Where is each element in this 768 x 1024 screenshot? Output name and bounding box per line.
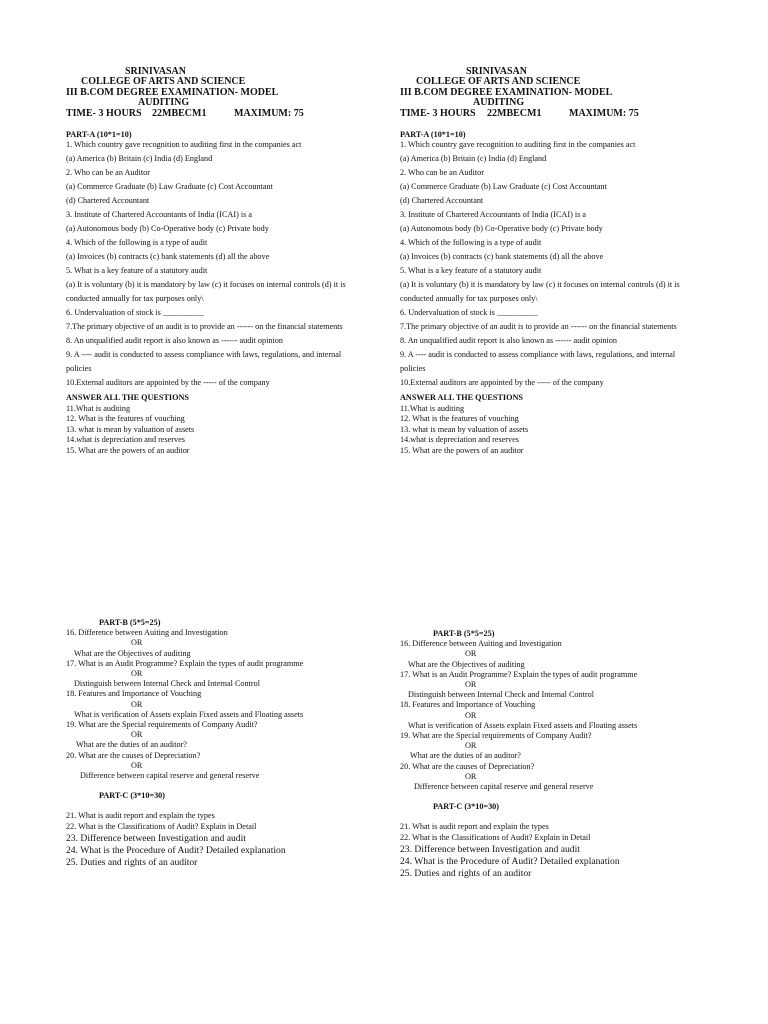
short-questions-title: ANSWER ALL THE QUESTIONS xyxy=(66,393,189,402)
exam-title: III B.COM DEGREE EXAMINATION- MODEL xyxy=(400,87,613,98)
question-line: 25. Duties and rights of an auditor xyxy=(400,868,532,879)
exam-time: TIME- 3 HOURS xyxy=(400,108,476,119)
question-line: 16. Difference between Auiting and Investigation xyxy=(400,639,562,649)
exam-time: TIME- 3 HOURS xyxy=(66,108,142,119)
question-line: conducted annually for tax purposes only\ xyxy=(400,294,538,303)
maximum-marks: MAXIMUM: 75 xyxy=(569,108,639,119)
question-line: 22. What is the Classifications of Audit? Explain in Detail xyxy=(400,833,591,842)
question-line: 3. Institute of Chartered Accountants of India (ICAI) is a xyxy=(400,210,586,219)
question-line: 9. A ---- audit is conducted to assess compliance with laws, regulations, and internal xyxy=(66,350,342,359)
question-line: (d) Chartered Accountant xyxy=(400,196,484,205)
question-line: policies xyxy=(66,364,92,373)
question-line: 2. Who can be an Auditor xyxy=(400,168,484,177)
question-line: 12. What is the features of vouching xyxy=(66,414,185,424)
maximum-marks: MAXIMUM: 75 xyxy=(234,108,304,119)
or-separator: OR xyxy=(465,680,477,689)
question-line: 14.what is depreciation and reserves xyxy=(400,435,519,445)
question-line: (a) Autonomous body (b) Co-Operative body (c) Private body xyxy=(66,224,269,233)
question-line: 1. Which country gave recognition to auditing first in the companies act xyxy=(66,140,302,149)
question-line: Distinguish between Internal Check and Internal Control xyxy=(74,679,260,689)
question-line: 7.The primary objective of an audit is to provide an ------ on the financial statements xyxy=(66,322,343,331)
question-line: 18. Features and Importance of Vouching xyxy=(400,700,536,710)
question-line: 19. What are the Special requirements of Company Audit? xyxy=(66,720,258,729)
question-line: What are the duties of an auditor? xyxy=(76,740,187,750)
question-line: policies xyxy=(400,364,426,373)
part-b-title: PART-B (5*5=25) xyxy=(99,618,161,627)
question-line: 13. what is mean by valuation of assets xyxy=(66,424,195,434)
question-line: 10.External auditors are appointed by the ----- of the company xyxy=(66,378,270,387)
college-name: COLLEGE OF ARTS AND SCIENCE xyxy=(81,76,246,87)
question-line: What are the duties of an auditor? xyxy=(410,751,521,761)
part-b-title: PART-B (5*5=25) xyxy=(433,629,495,638)
question-line: 20. What are the causes of Depreciation? xyxy=(400,761,535,771)
or-separator: OR xyxy=(131,699,143,709)
question-line: (a) Commerce Graduate (b) Law Graduate (c) Cost Accountant xyxy=(400,182,607,191)
institution-name: SRINIVASAN xyxy=(466,66,527,77)
question-line: 11.What is auditing xyxy=(400,403,465,413)
question-line: 5. What is a key feature of a statutory audit xyxy=(66,266,208,275)
question-line: What is verification of Assets explain Fixed assets and Floating assets xyxy=(408,720,638,730)
question-line: 20. What are the causes of Depreciation? xyxy=(66,750,201,760)
question-line: What are the Objectives of auditing xyxy=(408,659,525,669)
question-line: (d) Chartered Accountant xyxy=(66,196,150,205)
question-line: conducted annually for tax purposes only\ xyxy=(66,294,204,303)
question-line: (a) It is voluntary (b) it is mandatory by law (c) it focuses on internal controls (d) it is xyxy=(66,280,346,289)
question-line: 7.The primary objective of an audit is to provide an ------ on the financial statements xyxy=(400,322,677,331)
question-line: 25. Duties and rights of an auditor xyxy=(66,857,198,868)
question-line: (a) Invoices (b) contracts (c) bank statements (d) all the above xyxy=(66,252,270,261)
question-line: (a) Commerce Graduate (b) Law Graduate (c) Cost Accountant xyxy=(66,182,273,191)
question-line: 2. Who can be an Auditor xyxy=(66,168,150,177)
or-separator: OR xyxy=(131,730,143,740)
question-line: 21. What is audit report and explain the types xyxy=(66,811,215,820)
course-code: 22MBECM1 xyxy=(152,108,207,119)
question-line: 4. Which of the following is a type of audit xyxy=(400,238,542,247)
question-line: 5. What is a key feature of a statutory audit xyxy=(400,266,542,275)
part-a-title: PART-A (10*1=10) xyxy=(400,130,466,139)
question-line: 10.External auditors are appointed by the ----- of the company xyxy=(400,378,604,387)
or-separator: OR xyxy=(465,771,477,781)
question-line: 11.What is auditing xyxy=(66,403,131,413)
or-separator: OR xyxy=(465,741,477,751)
question-line: 24. What is the Procedure of Audit? Detailed explanation xyxy=(66,845,286,856)
exam-title: III B.COM DEGREE EXAMINATION- MODEL xyxy=(66,87,279,98)
subject-title: AUDITING xyxy=(138,97,190,108)
institution-name: SRINIVASAN xyxy=(125,66,186,77)
question-line: 6. Undervaluation of stock is __________ xyxy=(66,308,204,317)
short-questions-title: ANSWER ALL THE QUESTIONS xyxy=(400,393,523,402)
question-line: 13. what is mean by valuation of assets xyxy=(400,424,529,434)
question-line: 15. What are the powers of an auditor xyxy=(66,446,190,455)
or-separator: OR xyxy=(131,669,143,678)
part-c-title: PART-C (3*10=30) xyxy=(433,802,500,811)
question-line: Distinguish between Internal Check and Internal Control xyxy=(408,690,594,700)
question-line: What is verification of Assets explain Fixed assets and Floating assets xyxy=(74,709,304,719)
question-line: 3. Institute of Chartered Accountants of India (ICAI) is a xyxy=(66,210,252,219)
question-line: What are the Objectives of auditing xyxy=(74,648,191,658)
question-line: 22. What is the Classifications of Audit? Explain in Detail xyxy=(66,822,257,831)
part-a-title: PART-A (10*1=10) xyxy=(66,130,132,139)
question-line: (a) Invoices (b) contracts (c) bank statements (d) all the above xyxy=(400,252,604,261)
question-line: 9. A ---- audit is conducted to assess compliance with laws, regulations, and internal xyxy=(400,350,676,359)
subject-title: AUDITING xyxy=(473,97,525,108)
question-line: 8. An unqualified audit report is also known as ------ audit opinion xyxy=(400,336,617,345)
or-separator: OR xyxy=(131,760,143,770)
question-line: (a) Autonomous body (b) Co-Operative body (c) Private body xyxy=(400,224,603,233)
question-line: 18. Features and Importance of Vouching xyxy=(66,689,202,699)
question-line: 23. Difference between Investigation and audit xyxy=(66,833,246,844)
question-line: 17. What is an Audit Programme? Explain the types of audit programme xyxy=(400,669,638,679)
question-line: 12. What is the features of vouching xyxy=(400,414,519,424)
question-line: 4. Which of the following is a type of audit xyxy=(66,238,208,247)
question-line: 6. Undervaluation of stock is __________ xyxy=(400,308,538,317)
question-line: 24. What is the Procedure of Audit? Detailed explanation xyxy=(400,856,620,867)
question-line: 23. Difference between Investigation and audit xyxy=(400,844,580,855)
or-separator: OR xyxy=(131,638,143,648)
question-line: 8. An unqualified audit report is also known as ------ audit opinion xyxy=(66,336,283,345)
college-name: COLLEGE OF ARTS AND SCIENCE xyxy=(416,76,581,87)
question-line: 19. What are the Special requirements of Company Audit? xyxy=(400,731,592,740)
question-line: (a) America (b) Britain (c) India (d) England xyxy=(400,154,547,163)
part-c-title: PART-C (3*10=30) xyxy=(99,791,166,800)
question-line: 16. Difference between Auiting and Investigation xyxy=(66,628,228,638)
question-line: 21. What is audit report and explain the types xyxy=(400,822,549,831)
question-line: (a) It is voluntary (b) it is mandatory by law (c) it focuses on internal controls (d) it is xyxy=(400,280,680,289)
question-line: 17. What is an Audit Programme? Explain the types of audit programme xyxy=(66,658,304,668)
question-line: 14.what is depreciation and reserves xyxy=(66,435,185,445)
or-separator: OR xyxy=(465,649,477,659)
question-line: Difference between capital reserve and general reserve xyxy=(414,782,594,791)
question-line: 1. Which country gave recognition to auditing first in the companies act xyxy=(400,140,636,149)
or-separator: OR xyxy=(465,710,477,720)
question-line: (a) America (b) Britain (c) India (d) England xyxy=(66,154,213,163)
course-code: 22MBECM1 xyxy=(487,108,542,119)
question-line: 15. What are the powers of an auditor xyxy=(400,446,524,455)
question-line: Difference between capital reserve and general reserve xyxy=(80,771,260,780)
